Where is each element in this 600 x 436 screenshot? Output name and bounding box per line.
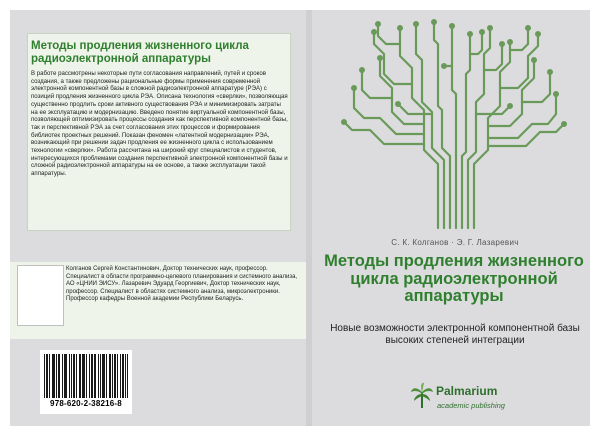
book-spine: [306, 10, 312, 426]
barcode-bar: [49, 354, 50, 398]
palm-leaf-icon: [410, 382, 434, 410]
back-cover-description: В работе рассмотрены некоторые пути согласования направлений, путей и сроков создания, а также предложены рациональные формы применения современной электронной компонентной базы в сложной радиоэлектронной аппаратуре (РЭА) с позиций продления жизненного цикла РЭА. Описана технология «сверлки», позволяющая существенно продлить сроки активного существования РЭА и минимизировать затраты на ее эксплуатацию и модернизацию. Введено понятие виртуальной компонентной базы, позволяющей оптимизировать процессы создания как перспективной компонентной базы, так и перспективной РЭА за счет согласования этих процессов и формирования библиотек проектных решений. Показан феномен «латентной модернизации» РЭА, возникающий при решении задач продления ее жизненного цикла с использованием технологии «сверлки». Работа рассчитана на широкий круг специалистов и студентов, интересующихся проблемами создания перспективной электронной компонентной базы и сложной радиоэлектронной аппаратуры на ее основе, а также эксплуатации такой аппаратуры.: [31, 70, 288, 178]
barcode-bar: [115, 354, 116, 398]
barcode-bar: [95, 354, 96, 398]
barcode-bar: [71, 354, 72, 398]
barcode-bar: [127, 354, 128, 398]
barcode-bar: [69, 354, 70, 398]
barcode-bar: [79, 354, 80, 398]
barcode-bar: [110, 354, 111, 398]
author-photo: [17, 265, 64, 326]
barcode-bar: [102, 354, 103, 398]
author-bio: Колганов Сергей Константинович, Доктор технических наук, профессор. Специалист в области программно-целевого планирования и системного анализа, АО «ЦНИИ ЭИСУ». Лазаревич Эдуард Георгиевич, Доктор технических наук, профессор. Специалист в областях системного анализа, микроэлектроники. Профессор кафедры Военной академии Республики Беларусь.: [66, 266, 298, 302]
barcode-bars: [44, 354, 128, 398]
barcode-bar: [125, 354, 126, 398]
barcode-bar: [98, 354, 99, 398]
barcode-bar: [62, 354, 63, 398]
barcode-bar: [122, 354, 123, 398]
barcode-bar: [52, 354, 53, 398]
barcode-bar: [44, 354, 45, 398]
barcode-bar: [106, 354, 107, 398]
barcode-bar: [112, 354, 113, 398]
barcode-bar: [103, 354, 104, 398]
barcode-bar: [91, 354, 92, 398]
barcode-bar: [109, 354, 110, 398]
barcode-bar: [100, 354, 101, 398]
barcode-bar: [59, 354, 60, 398]
barcode-bar: [80, 354, 81, 398]
barcode-bar: [74, 354, 75, 398]
barcode-bar: [83, 354, 84, 398]
isbn-number: 978-620-2-38216-8: [50, 399, 122, 408]
publisher-logo: [410, 382, 520, 418]
barcode-bar: [46, 354, 47, 398]
barcode-bar: [73, 354, 74, 398]
barcode-bar: [66, 354, 67, 398]
barcode-bar: [56, 354, 57, 398]
barcode-bar: [117, 354, 118, 398]
barcode-bar: [82, 354, 83, 398]
barcode-bar: [84, 354, 85, 398]
barcode-bar: [53, 354, 54, 398]
publisher-subtitle: academic publishing: [437, 401, 505, 410]
barcode: [40, 350, 132, 414]
front-cover-authors: С. К. Колганов · Э. Г. Лазаревич: [391, 238, 519, 247]
barcode-bar: [65, 354, 66, 398]
front-cover-title: Методы продления жизненного цикла радиоэлектронной аппаратуры: [324, 252, 584, 305]
barcode-bar: [120, 354, 121, 398]
barcode-bar: [123, 354, 124, 398]
barcode-bar: [64, 354, 65, 398]
barcode-bar: [104, 354, 105, 398]
barcode-bar: [76, 354, 77, 398]
barcode-bar: [47, 354, 48, 398]
back-cover-title: Методы продления жизненного цикла радиоэлектронной аппаратуры: [31, 40, 249, 65]
barcode-bar: [114, 354, 115, 398]
barcode-bar: [58, 354, 59, 398]
barcode-bar: [92, 354, 93, 398]
barcode-bar: [94, 354, 95, 398]
barcode-bar: [89, 354, 90, 398]
barcode-bar: [86, 354, 87, 398]
barcode-bar: [54, 354, 55, 398]
front-cover-subtitle: Новые возможности электронной компонентной базы высоких степеней интеграции: [330, 323, 580, 346]
circuit-tree-illustration: [334, 14, 570, 232]
publisher-name: Palmarium: [436, 384, 498, 398]
